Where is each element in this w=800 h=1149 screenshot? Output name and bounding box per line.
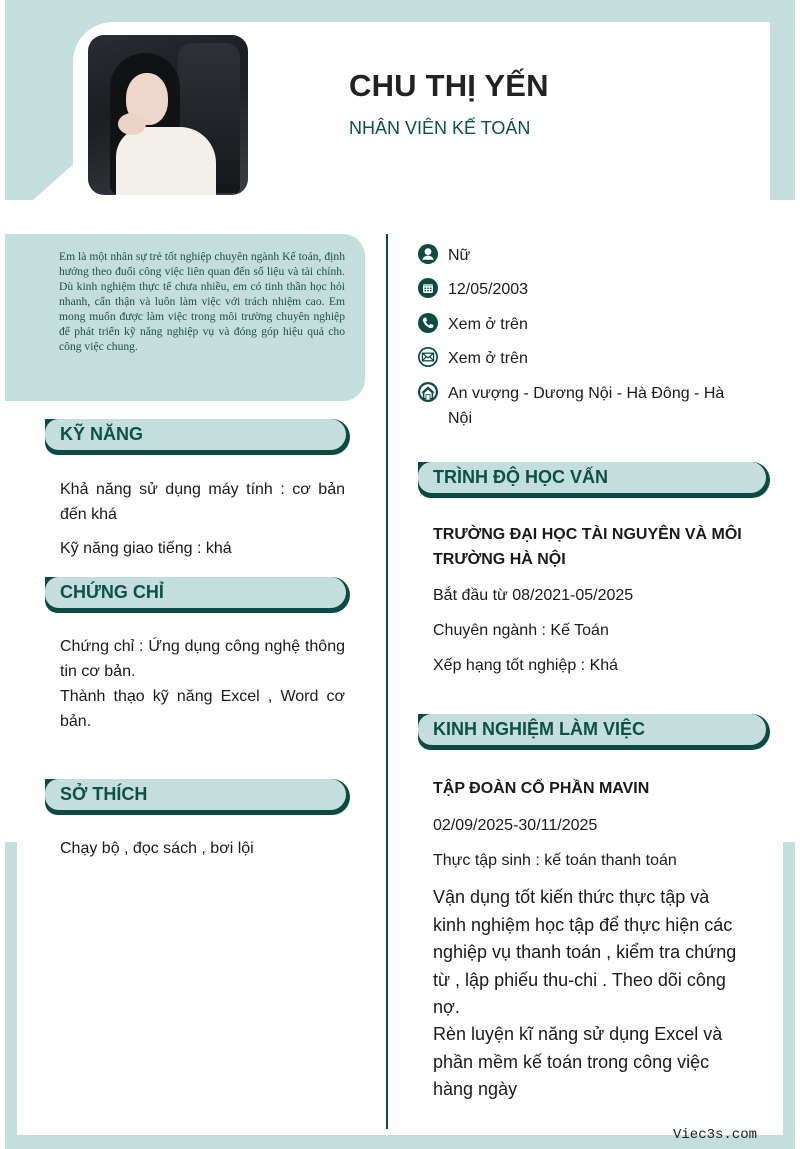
section-header-skills: [45, 419, 350, 455]
education-period: Bắt đầu từ 08/2021-05/2025: [433, 587, 634, 604]
column-divider: [386, 234, 388, 1129]
candidate-name: CHU THỊ YẾN: [349, 68, 549, 103]
contact-phone: [418, 312, 738, 337]
education-major: Chuyên ngành : Kế Toán: [433, 622, 609, 639]
contact-phone-value: Xem ở trên: [448, 316, 528, 333]
experience-company: TẬP ĐOÀN CỔ PHẦN MAVIN: [433, 780, 650, 797]
job-title: NHÂN VIÊN KẾ TOÁN: [349, 118, 531, 138]
phone-icon: [418, 313, 438, 333]
section-title-certificates: CHỨNG CHỈ: [45, 577, 346, 608]
contact-email: [418, 346, 738, 371]
summary-text: Em là một nhân sự trẻ tốt nghiệp chuyên ngành Kế toán, định hướng theo đuổi công việc liên quan đến số liệu và tài chính. Dù kinh nghiệm thực tế chưa nhiều, em có tinh thần học hỏi nhanh, cẩn thận và luôn làm việc với trách nhiệm cao. Em mong muốn được làm việc trong môi trường chuyên nghiệp để phát triển kỹ năng nghiệp vụ và đóng góp hiệu quả cho công việc chung.: [59, 250, 345, 353]
avatar: [88, 35, 248, 195]
section-header-certificates: [45, 577, 350, 613]
photo-hand: [118, 113, 146, 135]
education-school: TRƯỜNG ĐẠI HỌC TÀI NGUYÊN VÀ MÔI TRƯỜNG HÀ NỘI: [433, 526, 742, 568]
section-title-skills: KỸ NĂNG: [45, 419, 346, 450]
frame-left-border: [5, 842, 17, 1149]
photo-body: [116, 127, 216, 195]
experience-period: 02/09/2025-30/11/2025: [433, 817, 598, 834]
education-rank: Xếp hạng tốt nghiệp : Khá: [433, 657, 619, 674]
experience-description-2: Rèn luyện kĩ năng sử dụng Excel và phần mềm kế toán trong công việc hàng ngày: [433, 1024, 723, 1099]
certificate-item: Chứng chỉ : Ứng dụng công nghệ thông tin cơ bản.: [60, 638, 345, 680]
experience-position: Thực tập sinh : kế toán thanh toán: [433, 852, 677, 869]
contact-birthdate: [418, 277, 738, 302]
contact-address-value: An vượng - Dương Nội - Hà Đông - Hà Nội: [448, 385, 725, 427]
experience-description-1: Vận dụng tốt kiến thức thực tập và kinh nghiệm học tập để thực hiện các nghiệp vụ thanh toán , kiểm tra chứng từ , lập phiếu thu-chi . Theo dõi công nợ.: [433, 887, 737, 1017]
email-icon: [418, 347, 438, 367]
section-header-experience: [418, 714, 770, 750]
watermark: Viec3s.com: [673, 1127, 758, 1143]
section-header-hobbies: [45, 779, 350, 815]
contact-gender-value: Nữ: [448, 247, 471, 264]
skill-item: Khả năng sử dụng máy tính : cơ bản đến khá: [60, 481, 345, 523]
contact-birthdate-value: 12/05/2003: [448, 281, 529, 298]
user-icon: [418, 244, 438, 264]
contact-address: [418, 381, 738, 431]
calendar-icon: [418, 278, 438, 298]
skill-item: Kỹ năng giao tiếng : khá: [60, 540, 232, 557]
section-title-experience: KINH NGHIỆM LÀM VIỆC: [418, 714, 766, 745]
section-title-education: TRÌNH ĐỘ HỌC VẤN: [418, 462, 766, 493]
hobbies-text: Chạy bộ , đọc sách , bơi lội: [60, 840, 254, 857]
contact-email-value: Xem ở trên: [448, 350, 528, 367]
home-icon: [418, 382, 438, 402]
summary-panel: [5, 234, 365, 401]
contact-gender: [418, 243, 738, 268]
certificate-item: Thành thạo kỹ năng Excel , Word cơ bản.: [60, 688, 345, 730]
section-title-hobbies: SỞ THÍCH: [45, 779, 346, 810]
frame-right-border: [783, 842, 795, 1149]
section-header-education: [418, 462, 770, 498]
